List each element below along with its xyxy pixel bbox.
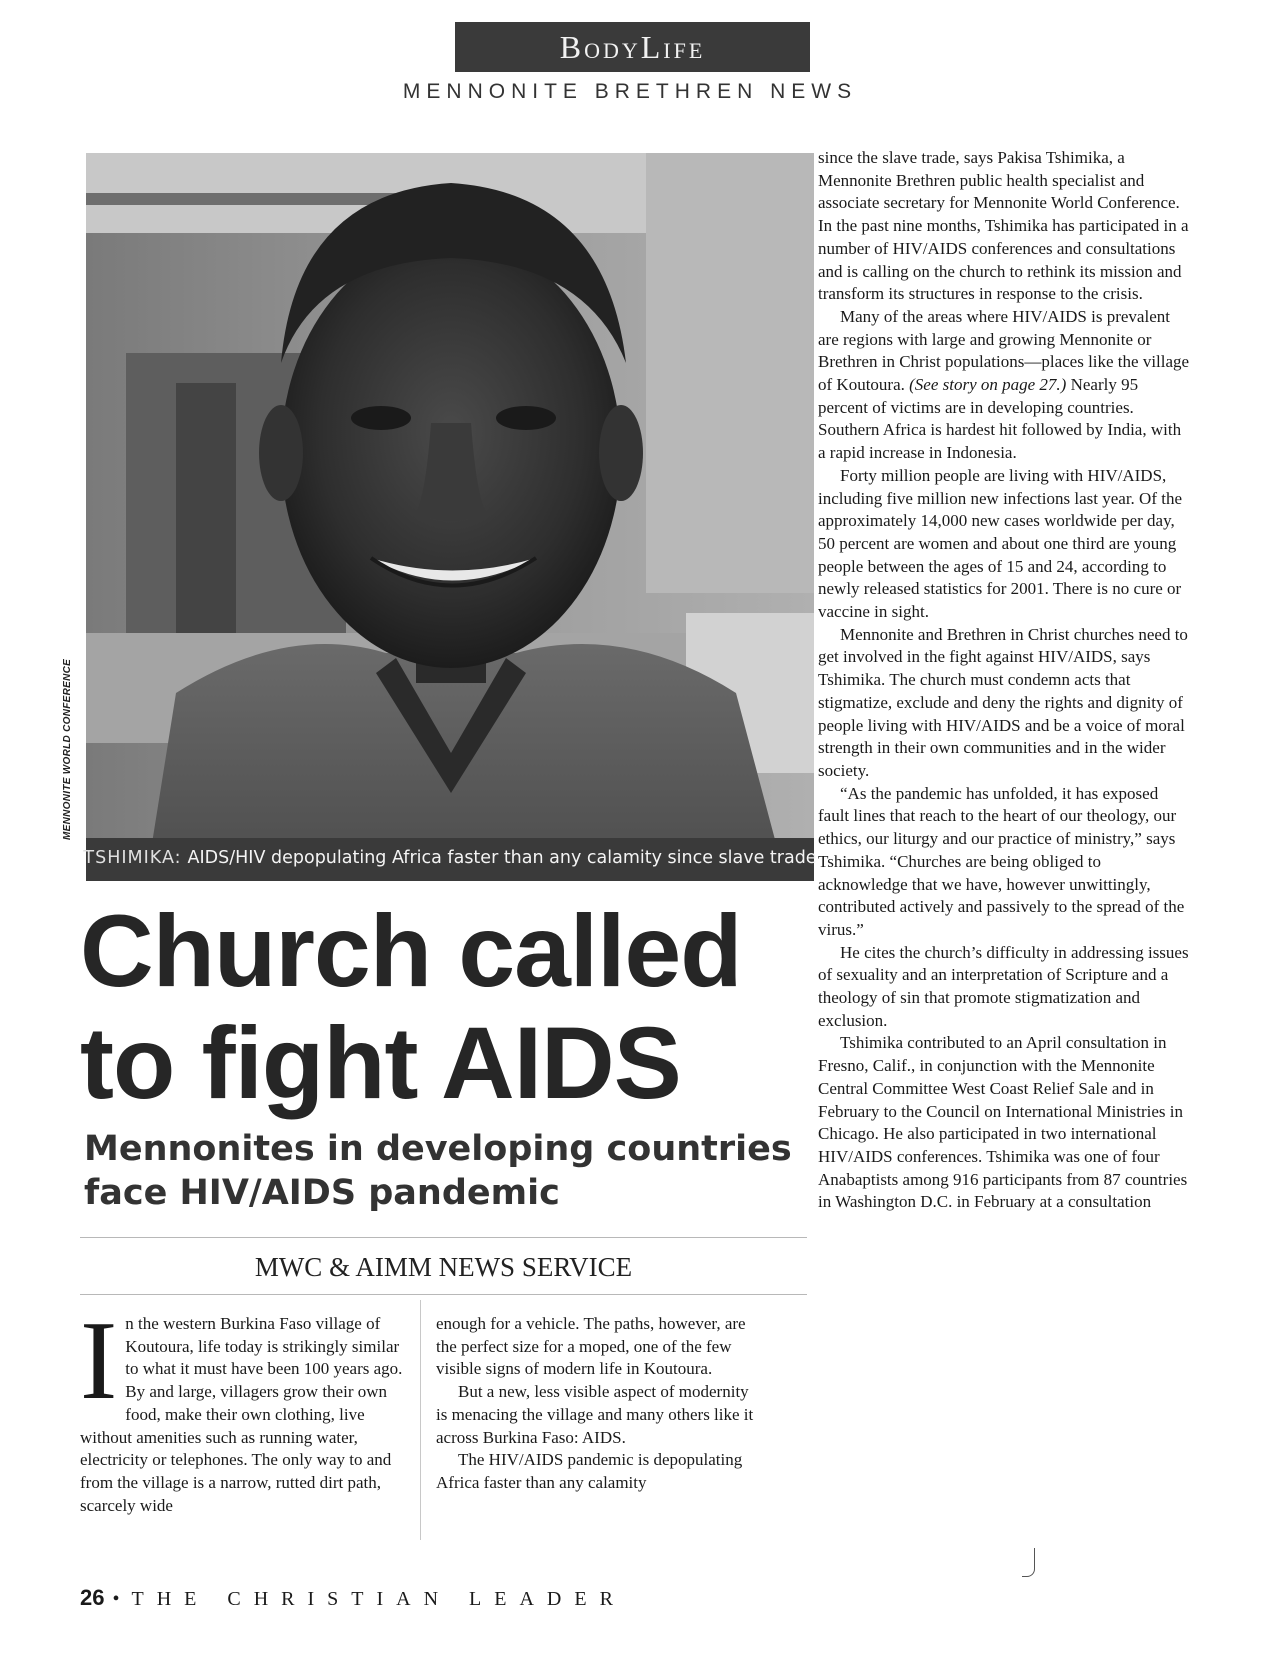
headline: [80, 895, 820, 1119]
headline-line-2: to fight AIDS: [80, 1006, 681, 1120]
paragraph: Tshimika contributed to an April consultation in Fresno, Calif., in conjunction with the Mennonite Central Committee West Coast Relief Sale and in February to the Council on International Ministries in Chicago. He also participated in two international HIV/AIDS conferences. Tshimika was one of four Anabaptists among 916 participants from 87 countries in Washington D.C. in February at a consultation: [818, 1033, 1188, 1212]
section-name: MENNONITE BRETHREN NEWS: [402, 80, 858, 103]
portrait-image: [86, 153, 814, 881]
paragraph: [80, 1299, 405, 1517]
paragraph: Forty million people are living with HIV/AIDS, including five million new infections last year. Of the approximately 14,000 new cases worldwide per day, 50 percent are women and about one third are young people between the ages of 15 and 24, according to newly released statistics for 2001. There is no cure or vaccine in sight.: [818, 465, 1182, 622]
photo-caption: [83, 843, 817, 873]
headline-line-1: Church called: [80, 894, 742, 1008]
margin-mark: [1022, 1548, 1035, 1577]
photo-credit: MENNONITE WORLD CONFERENCE: [62, 658, 73, 840]
subheadline-line-1: Mennonites in developing countries: [84, 1129, 792, 1169]
caption-text: AIDS/HIV depopulating Africa faster than any calamity since slave trade: [187, 848, 817, 868]
paragraph: He cites the church’s difficulty in addressing issues of sexuality and an interpretation of Scripture and a theology of sin that promote stigmatization and exclusion.: [818, 942, 1189, 1030]
article-column-3: [818, 147, 1190, 1214]
paragraph: since the slave trade, says Pakisa Tshimika, a Mennonite Brethren public health specialist and associate secretary for Mennonite World Conference. In the past nine months, Tshimika has participated in a number of HIV/AIDS conferences and consultations and is calling on the church to rethink its mission and transform its structures in response to the crisis.: [818, 148, 1189, 304]
article-photo: [86, 153, 814, 881]
article-column-1: [80, 1299, 405, 1517]
paragraph: The HIV/AIDS pandemic is depopulating Africa faster than any calamity: [436, 1450, 743, 1492]
paragraph: [818, 306, 1190, 465]
article-column-2: [436, 1313, 761, 1495]
caption-name: TSHIMIKA:: [83, 848, 182, 868]
column-divider: [420, 1300, 421, 1540]
divider-top: [80, 1237, 807, 1238]
magazine-name: THE CHRISTIAN LEADER: [131, 1588, 626, 1610]
page-number: 26: [80, 1585, 105, 1610]
paragraph-text: n the western Burkina Faso village of Koutoura, life today is strikingly similar to what it must have been 100 years ago. By and large, villagers grow their own food, make their own clothing, live without amenities such as running water, electricity or telephones. The only way to and from the village is a narrow, rutted dirt path, scarcely wide: [80, 1314, 403, 1515]
paragraph: enough for a vehicle. The paths, however, are the perfect size for a moped, one of the few visible signs of modern life in Koutoura.: [436, 1314, 746, 1379]
divider-bottom: [80, 1294, 807, 1295]
subheadline-line-2: face HIV/AIDS pandemic: [84, 1173, 560, 1213]
page-footer: [80, 1585, 626, 1611]
paragraph-text: Nearly 95 percent of victims are in developing countries. Southern Africa is hardest hit followed by India, with a rapid increase in Indonesia.: [818, 375, 1182, 463]
story-reference: (See story on page 27.): [909, 375, 1067, 395]
subheadline: [84, 1127, 804, 1215]
byline: MWC & AIMM NEWS SERVICE: [254, 1252, 633, 1282]
masthead-title: BodyLife: [455, 22, 810, 72]
paragraph: But a new, less visible aspect of modernity is menacing the village and many others like it across Burkina Faso: AIDS.: [436, 1382, 754, 1447]
paragraph: Mennonite and Brethren in Christ churches need to get involved in the fight against HIV/AIDS, says Tshimika. The church must condemn acts that stigmatize, exclude and deny the rights and dignity of people living with HIV/AIDS and be a voice of moral strength in their own communities and in the wider society.: [818, 624, 1188, 780]
drop-cap: I: [80, 1299, 118, 1423]
paragraph: “As the pandemic has unfolded, it has exposed fault lines that reach to the heart of our theology, our ethics, our liturgy and our practice of ministry,” says Tshimika. “Churches are being obliged to acknowledge that we have, however unwittingly, contributed actively and passively to the spread of the virus.”: [818, 783, 1185, 939]
footer-separator: •: [112, 1588, 120, 1610]
paragraph-text: Many of the areas where HIV/AIDS is prevalent are regions with large and growing Mennonite or Brethren in Christ populations—places like the village of Koutoura.: [818, 306, 1190, 395]
